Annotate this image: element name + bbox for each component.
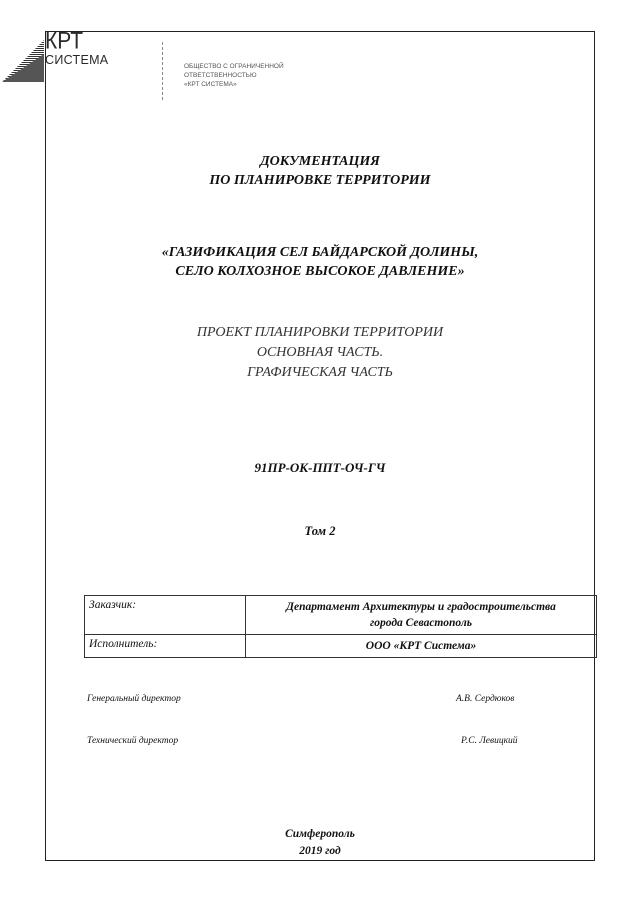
project-part-line-3: ГРАФИЧЕСКАЯ ЧАСТЬ <box>247 365 393 380</box>
footer-city: Симферополь <box>285 828 355 840</box>
logo-word-sistema: СИСТЕМА <box>45 53 109 67</box>
document-title-line-2: ПО ПЛАНИРОВКЕ ТЕРРИТОРИИ <box>209 173 431 188</box>
table-row <box>85 635 597 658</box>
company-line-2: ОТВЕТСТВЕННОСТЬЮ <box>184 72 257 79</box>
customer-value-line-2: города Севастополь <box>369 617 472 629</box>
contractor-label: Исполнитель: <box>85 635 246 658</box>
logo-divider <box>162 42 163 100</box>
company-line-1: ОБЩЕСТВО С ОГРАНИЧЕННОЙ <box>184 63 284 70</box>
project-name-line-2: СЕЛО КОЛХОЗНОЕ ВЫСОКОЕ ДАВЛЕНИЕ» <box>175 264 465 279</box>
document-title-line-1: ДОКУМЕНТАЦИЯ <box>260 154 380 169</box>
customer-value <box>246 596 597 635</box>
footer-year: 2019 год <box>299 845 341 857</box>
footer <box>45 826 595 860</box>
logo-word-krt: КРТ <box>45 28 84 55</box>
contractor-value: ООО «КРТ Система» <box>246 635 597 658</box>
company-name <box>184 62 284 89</box>
technical-director-title: Технический директор <box>87 736 179 746</box>
project-part-line-2: ОСНОВНАЯ ЧАСТЬ. <box>256 345 384 360</box>
document-code: 91ПР-ОК-ППТ-ОЧ-ГЧ <box>254 460 386 475</box>
info-table <box>84 595 597 658</box>
project-part-line-1: ПРОЕКТ ПЛАНИРОВКИ ТЕРРИТОРИИ <box>196 325 444 340</box>
table-row <box>85 596 597 635</box>
general-director-name: А.В. Сердюков <box>456 694 515 704</box>
project-name-line-1: «ГАЗИФИКАЦИЯ СЕЛ БАЙДАРСКОЙ ДОЛИНЫ, <box>161 245 479 260</box>
company-logo-icon <box>2 40 44 82</box>
company-line-3: «КРТ СИСТЕМА» <box>184 81 237 88</box>
project-name <box>45 243 595 281</box>
customer-value-line-1: Департамент Архитектуры и градостроительства <box>286 601 556 613</box>
general-director-title: Генеральный директор <box>87 694 181 704</box>
customer-label: Заказчик: <box>85 596 246 635</box>
technical-director-name: Р.С. Левицкий <box>461 736 518 746</box>
volume-number: Том 2 <box>304 524 336 538</box>
document-title <box>45 152 595 190</box>
project-part <box>45 323 595 383</box>
